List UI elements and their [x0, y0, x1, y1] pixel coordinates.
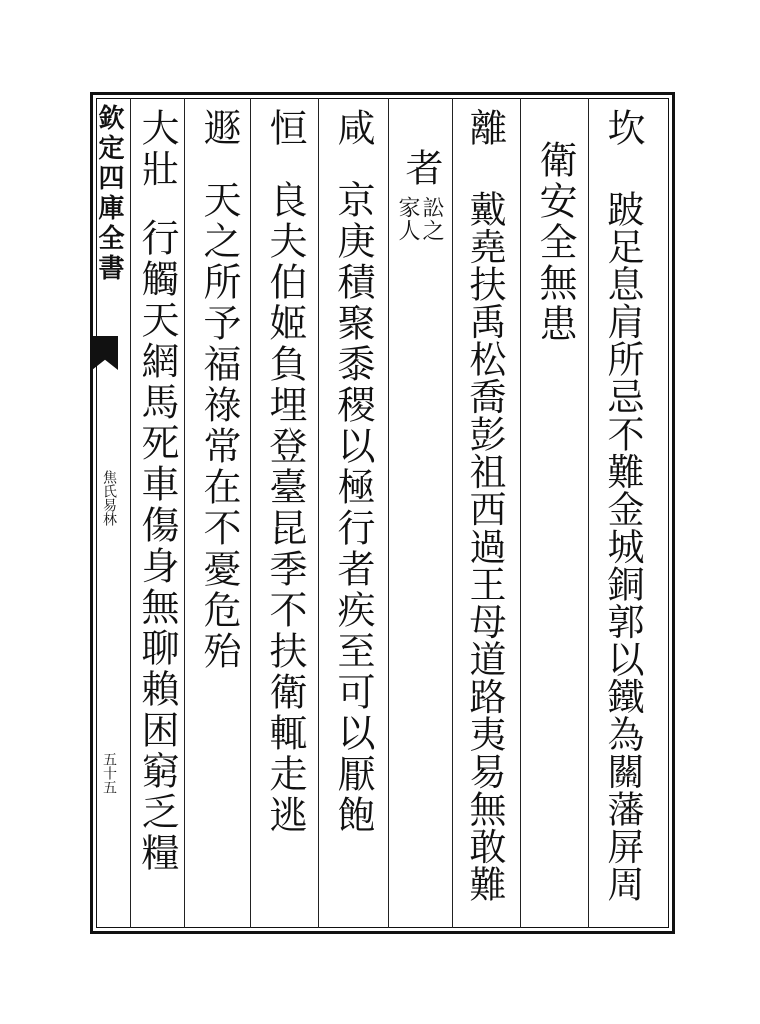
verse-dun: 天之所予福祿常在不憂危殆	[197, 180, 241, 672]
verse-dazhuang: 行觸天網馬死車傷身無聊賴困窮乏糧	[135, 218, 179, 874]
book-name: 焦氏易林	[101, 470, 117, 526]
column-rule	[520, 98, 521, 928]
hexagram-heng: 恒	[263, 108, 307, 149]
column-rule	[588, 98, 589, 928]
hexagram-dun: 遯	[197, 108, 241, 149]
hexagram-dazhuang: 大壯	[135, 108, 179, 190]
collection-title: 欽定四庫全書	[94, 104, 124, 284]
verse-end-char: 者	[399, 148, 443, 189]
verse-kan-line1: 跛足息肩所忌不難金城銅郭以鐵為關藩屏周	[601, 190, 644, 903]
hexagram-kan: 坎	[601, 108, 645, 149]
verse-xian: 京庚積聚黍稷以極行者疾至可以厭飽	[331, 180, 375, 836]
note-song-zhi: 訟之	[419, 196, 444, 242]
margin-rule	[130, 98, 131, 928]
note-jia-ren: 家人	[395, 196, 420, 242]
page-inner-frame	[96, 98, 669, 928]
column-rule	[250, 98, 251, 928]
column-rule	[388, 98, 389, 928]
hexagram-li: 離	[463, 108, 507, 149]
hexagram-xian: 咸	[331, 108, 375, 149]
column-rule	[184, 98, 185, 928]
verse-kan-line2: 衛安全無患	[533, 140, 577, 345]
verse-li: 戴堯扶禹松喬彭祖西過王母道路夷易無敢難	[463, 190, 506, 903]
page-number: 五十五	[101, 752, 117, 794]
verse-heng: 良夫伯姬負埋登臺昆季不扶衛輒走逃	[263, 180, 307, 836]
column-rule	[452, 98, 453, 928]
column-rule	[318, 98, 319, 928]
